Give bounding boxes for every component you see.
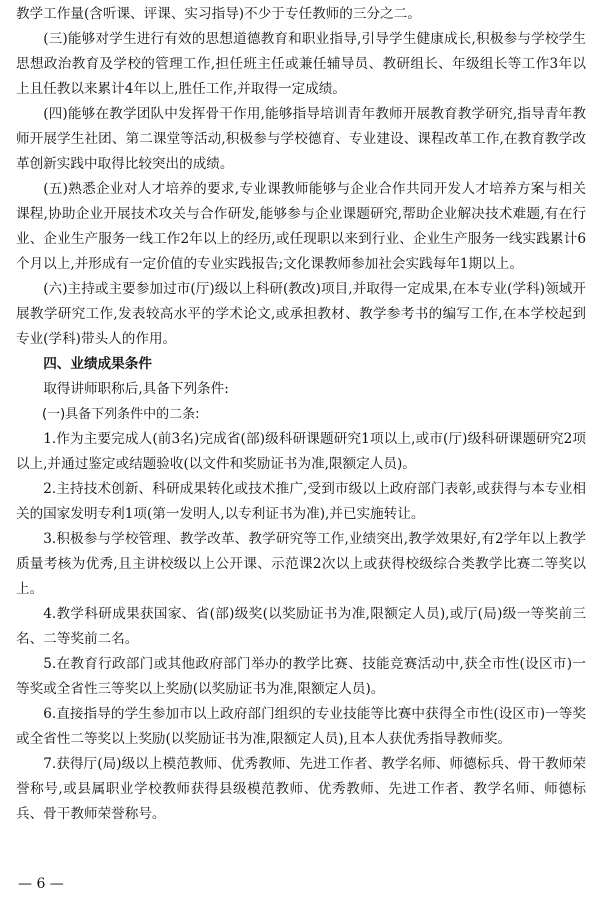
criterion-7: 7.获得厅(局)级以上模范教师、优秀教师、先进工作者、教学名师、师德标兵、骨干教师荣誉称号,或县属职业学校教师获得县级模范教师、优秀教师、先进工作者、教学名师、师德标兵、骨干教师荣誉称号。 xyxy=(16,756,586,822)
paragraph-item-6: (六)主持或主要参加过市(厅)级以上科研(教改)项目,并取得一定成果,在本专业(学科)领域开展教学研究工作,发表较高水平的学术论文,或承担教材、教学参考书的编写工作,在本学校起到专业(学科)带头人的作用。 xyxy=(16,281,586,347)
criterion-4: 4.教学科研成果获国家、省(部)级奖(以奖励证书为准,限额定人员),或厅(局)级一等奖前三名、二等奖前二名。 xyxy=(16,606,586,647)
criterion-6: 6.直接指导的学生参加市以上政府部门组织的专业技能等比赛中获得全市性(设区市)一等奖或全省性二等奖以上奖励(以奖励证书为准,限额定人员),且本人获优秀指导教师奖。 xyxy=(16,706,586,747)
paragraph-continuation: 教学工作量(含听课、评课、实习指导)不少于专任教师的三分之二。 xyxy=(16,6,421,22)
criterion-1: 1.作为主要完成人(前3名)完成省(部)级科研课题研究1项以上,或市(厅)级科研课题研究2项以上,并通过鉴定或结题验收(以文件和奖励证书为准,限额定人员)。 xyxy=(16,431,586,472)
criterion-2: 2.主持技术创新、科研成果转化或技术推广,受到市级以上政府部门表彰,或获得与本专业相关的国家发明专利1项(第一发明人,以专利证书为准),并已实施转让。 xyxy=(16,481,586,522)
page-number: — 6 — xyxy=(18,876,64,892)
section-heading: 四、业绩成果条件 xyxy=(43,356,152,372)
section-intro: 取得讲师职称后,具备下列条件: xyxy=(43,381,229,397)
paragraph-item-4: (四)能够在教学团队中发挥骨干作用,能够指导培训青年教师开展教育教学研究,指导青年教师开展学生社团、第二课堂等活动,积极参与学校德育、专业建设、课程改革工作,在教育教学改革创新实践中取得比较突出的成绩。 xyxy=(16,106,586,172)
subsection-heading: (一)具备下列条件中的二条: xyxy=(42,407,200,422)
criterion-5: 5.在教育行政部门或其他政府部门举办的教学比赛、技能竞赛活动中,获全市性(设区市)一等奖或全省性三等奖以上奖励(以奖励证书为准,限额定人员)。 xyxy=(16,656,586,697)
paragraph-item-3: (三)能够对学生进行有效的思想道德教育和职业指导,引导学生健康成长,积极参与学校学生思想政治教育及学校的管理工作,担任班主任或兼任辅导员、教研组长、年级组长等工作3年以上且任教以来累计4年以上,胜任工作,并取得一定成绩。 xyxy=(16,31,586,97)
document-body xyxy=(16,2,586,827)
paragraph-item-5: (五)熟悉企业对人才培养的要求,专业课教师能够与企业合作共同开发人才培养方案与相关课程,协助企业开展技术攻关与合作研发,能够参与企业课题研究,帮助企业解决技术难题,有在行业、企业生产服务一线工作2年以上的经历,或任现职以来到行业、企业生产服务一线实践累计6个月以上,并形成有一定价值的专业实践报告;文化课教师参加社会实践每年1期以上。 xyxy=(16,181,586,272)
criterion-3: 3.积极参与学校管理、教学改革、教学研究等工作,业绩突出,教学效果好,有2学年以上教学质量考核为优秀,且主讲校级以上公开课、示范课2次以上或获得校级综合类教学比赛二等奖以上。 xyxy=(16,531,586,597)
